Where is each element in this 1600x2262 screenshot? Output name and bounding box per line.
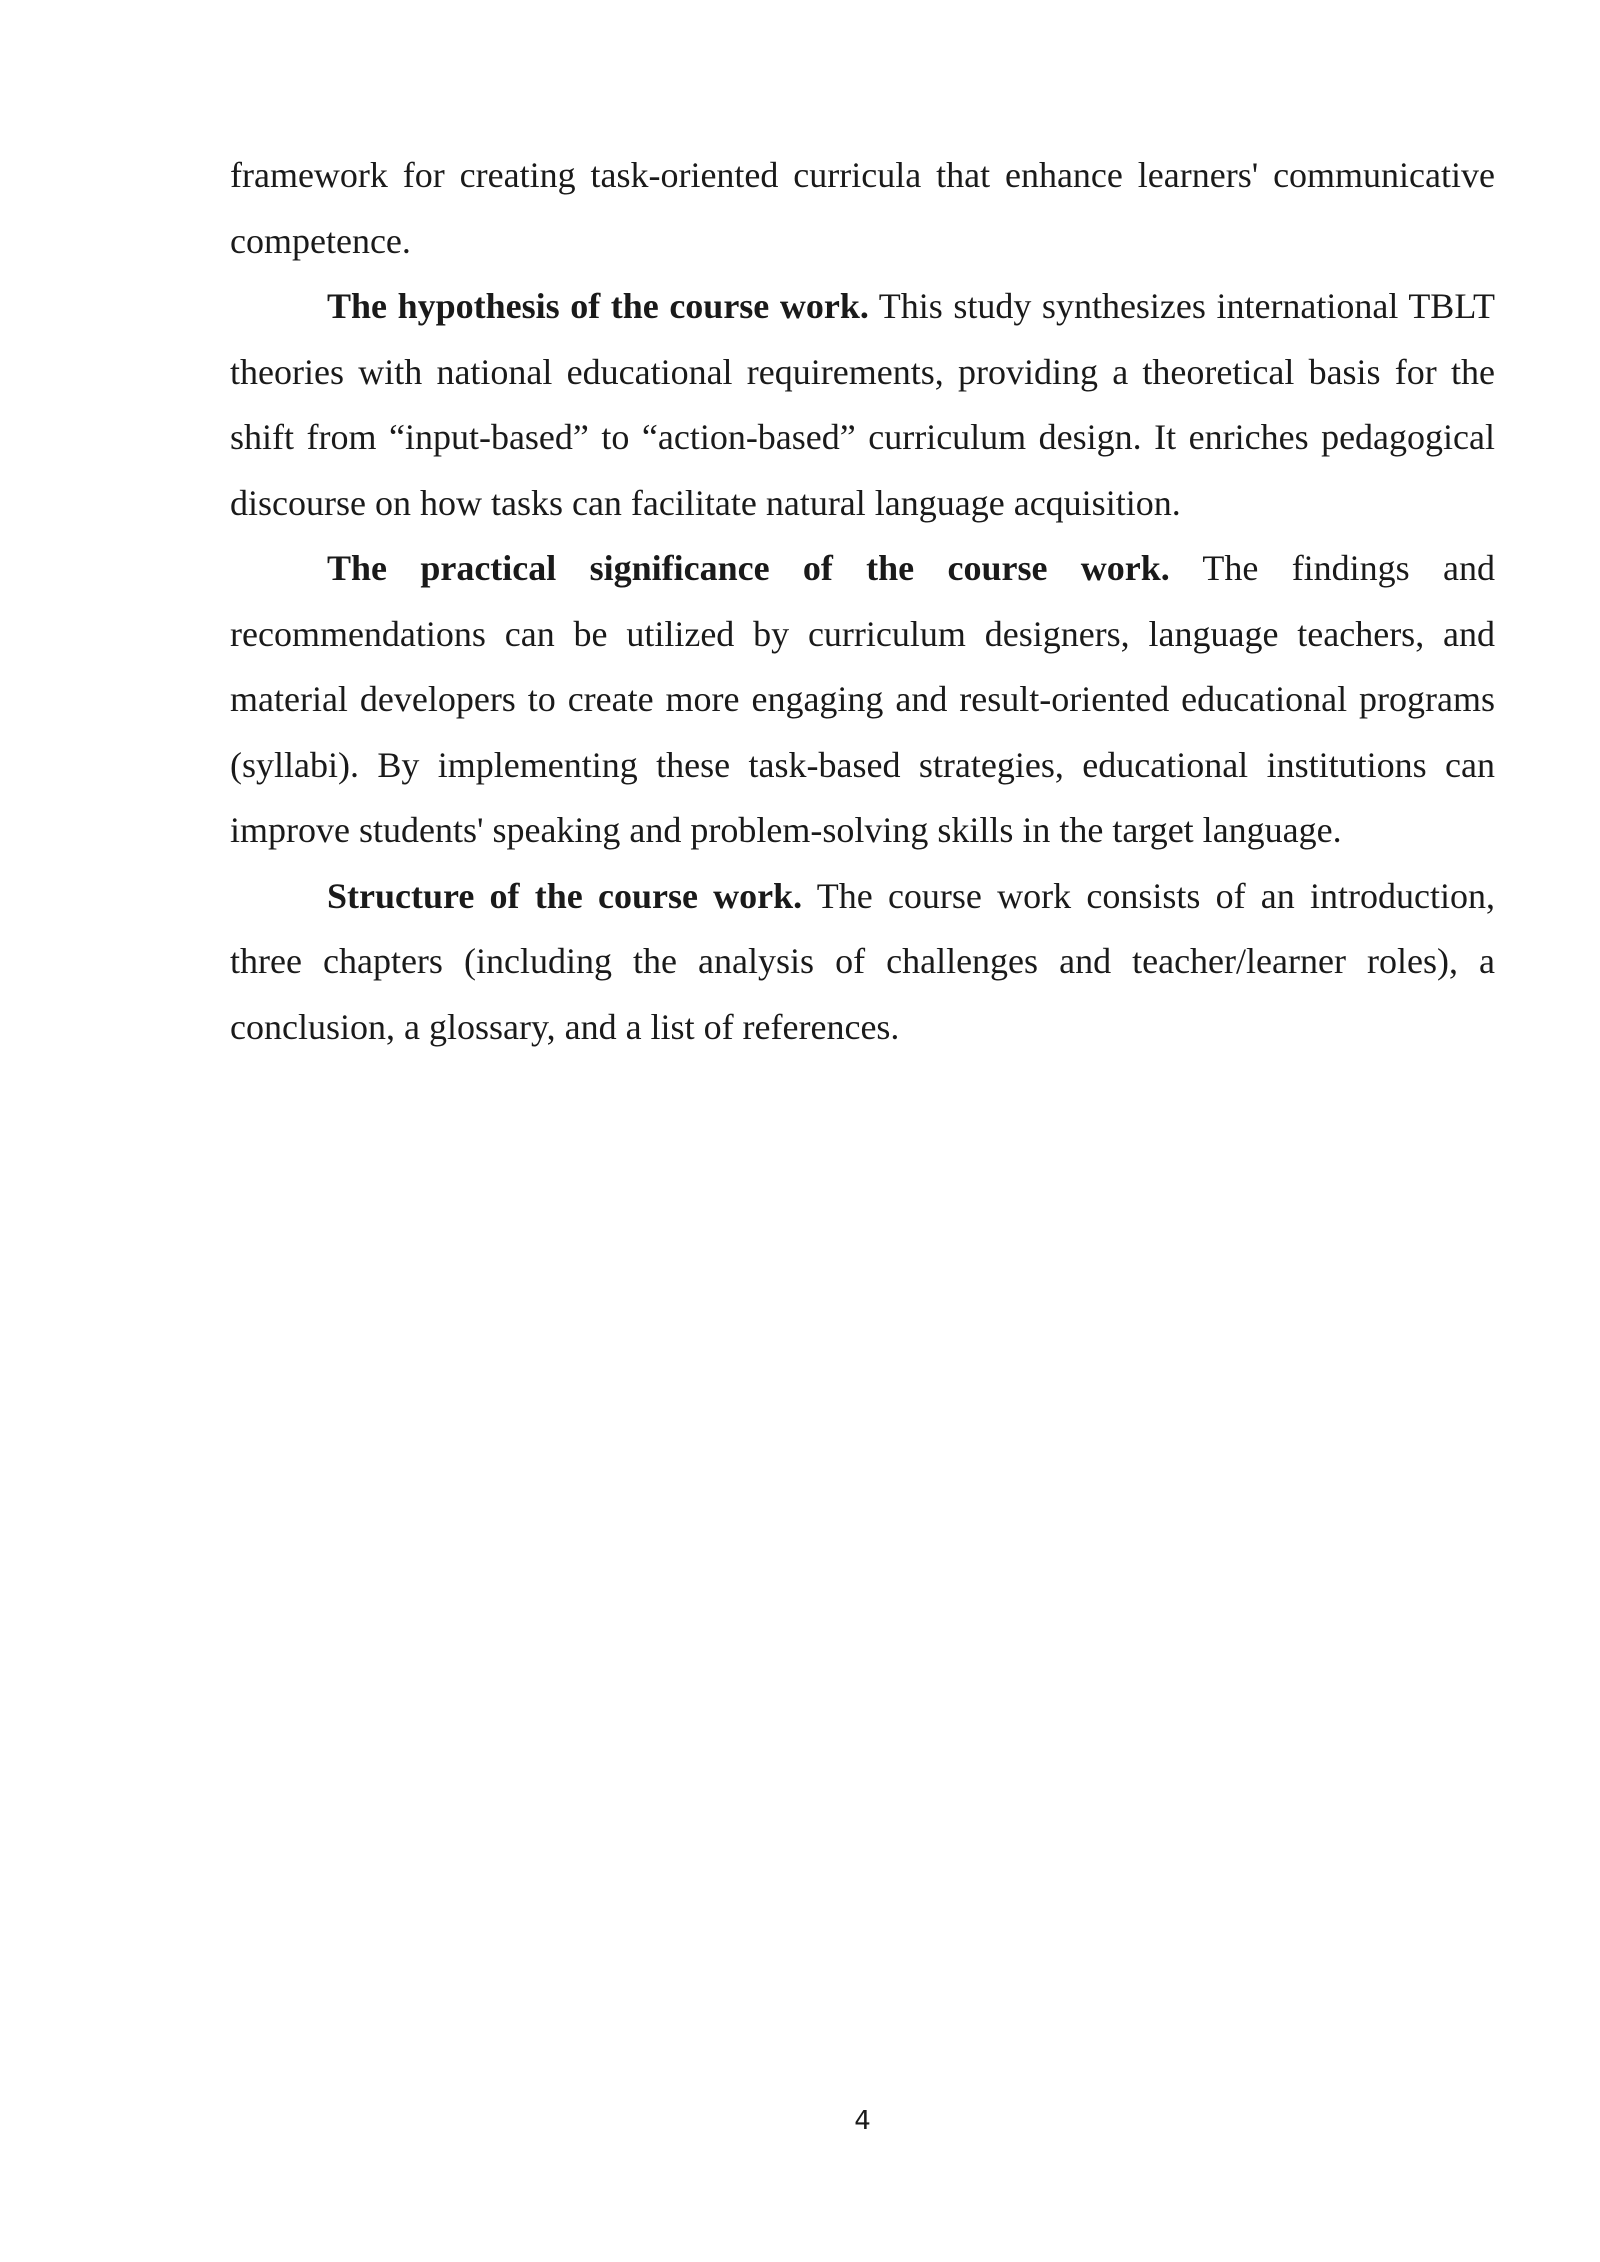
paragraph-continuation <box>230 143 1495 274</box>
paragraph-text: This study synthesizes international TBLT theories with national educational requirements, providing a theoretical basis for the shift from “input-based” to “action-based” curriculum design. It enriches pedagogical discourse on how tasks can facilitate natural language acquisition. <box>230 286 1495 523</box>
paragraph-heading: The practical significance of the course work. <box>327 548 1170 588</box>
paragraph-text: The course work consists of an introduction, three chapters (including the analysis of challenges and teacher/learner roles), a conclusion, a glossary, and a list of references. <box>230 875 1495 1047</box>
paragraph-hypothesis <box>230 274 1495 536</box>
paragraph-text: The findings and recommendations can be utilized by curriculum designers, language teachers, and material developers to create more engaging and result-oriented educational programs (syllabi). By implementing these task-based strategies, educational institutions can improve students' speaking and problem-solving skills in the target language. <box>230 548 1495 850</box>
paragraph-practical-significance <box>230 536 1495 864</box>
paragraph-heading: Structure of the course work. <box>327 875 803 916</box>
paragraph-structure <box>230 864 1495 1061</box>
paragraph-heading: The hypothesis of the course work. <box>327 286 869 326</box>
body-text <box>230 143 1495 1060</box>
page-number: 4 <box>854 2106 871 2136</box>
paragraph-text: framework for creating task-oriented curricula that enhance learners' communicative competence. <box>230 155 1495 261</box>
